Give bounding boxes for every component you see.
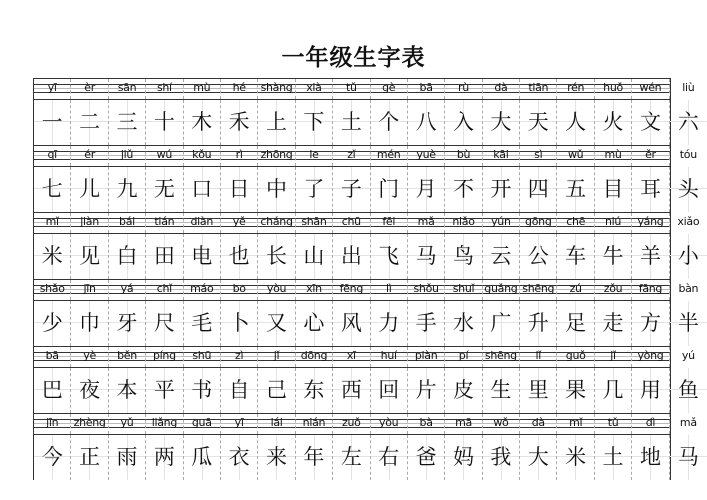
- pinyin-cell: zhōng: [258, 146, 295, 166]
- pinyin-cell: jīn: [34, 414, 71, 434]
- pinyin-cell: shēng: [483, 347, 520, 367]
- hanzi-cell: 门: [371, 167, 408, 212]
- pinyin-cell: gè: [371, 79, 408, 99]
- hanzi-cell: 尺: [146, 301, 183, 346]
- hanzi-cell: 两: [146, 435, 183, 480]
- hanzi-row: [34, 100, 699, 145]
- pinyin-cell: fēi: [371, 213, 408, 233]
- hanzi-cell: 风: [333, 301, 370, 346]
- pinyin-cell: wú: [146, 146, 183, 166]
- pinyin-cell: yī: [34, 79, 71, 99]
- pinyin-cell: ér: [71, 146, 108, 166]
- hanzi-cell: 长: [258, 234, 295, 279]
- hanzi-cell: 爸: [408, 435, 445, 480]
- pinyin-cell: huí: [371, 347, 408, 367]
- pinyin-cell: kāi: [483, 146, 520, 166]
- pinyin-cell: mǐ: [557, 414, 594, 434]
- hanzi-cell: 儿: [71, 167, 108, 212]
- hanzi-cell: 皮: [445, 368, 482, 413]
- pinyin-cell: yá: [109, 280, 146, 300]
- hanzi-cell: 手: [408, 301, 445, 346]
- pinyin-cell: sì: [520, 146, 557, 166]
- hanzi-cell: 无: [146, 167, 183, 212]
- hanzi-cell: 入: [445, 100, 482, 145]
- pinyin-cell: zǒu: [595, 280, 632, 300]
- pinyin-cell: yè: [71, 347, 108, 367]
- hanzi-cell: 右: [371, 435, 408, 480]
- pinyin-cell: zǐ: [333, 146, 370, 166]
- pinyin-cell: wǒ: [483, 414, 520, 434]
- pinyin-cell: kǒu: [184, 146, 221, 166]
- hanzi-cell: 日: [221, 167, 258, 212]
- pinyin-cell: wén: [632, 79, 669, 99]
- pinyin-cell: yuè: [408, 146, 445, 166]
- pinyin-cell: yún: [483, 213, 520, 233]
- hanzi-cell: 果: [557, 368, 594, 413]
- pinyin-cell: shǒu: [408, 280, 445, 300]
- hanzi-cell: 妈: [445, 435, 482, 480]
- pinyin-cell: yě: [221, 213, 258, 233]
- hanzi-cell: 米: [557, 435, 594, 480]
- hanzi-cell: 开: [483, 167, 520, 212]
- character-table: [33, 78, 700, 480]
- pinyin-cell: yòng: [632, 347, 669, 367]
- hanzi-cell: 人: [557, 100, 594, 145]
- hanzi-cell: 目: [595, 167, 632, 212]
- hanzi-cell: 书: [184, 368, 221, 413]
- hanzi-cell: 来: [258, 435, 295, 480]
- pinyin-cell: tián: [146, 213, 183, 233]
- pinyin-cell: dì: [632, 414, 669, 434]
- pinyin-row: [34, 212, 700, 234]
- hanzi-cell: 马: [408, 234, 445, 279]
- pinyin-cell: yòu: [371, 414, 408, 434]
- pinyin-cell: píng: [146, 347, 183, 367]
- hanzi-cell: 我: [483, 435, 520, 480]
- pinyin-cell: dà: [520, 414, 557, 434]
- pinyin-cell: xī: [333, 347, 370, 367]
- pinyin-cell: bā: [34, 347, 71, 367]
- hanzi-cell: 上: [258, 100, 295, 145]
- pinyin-cell: bo: [221, 280, 258, 300]
- hanzi-cell: 公: [520, 234, 557, 279]
- hanzi-cell: 走: [595, 301, 632, 346]
- pinyin-row: [34, 78, 695, 100]
- hanzi-cell: 几: [595, 368, 632, 413]
- pinyin-cell: ěr: [632, 146, 669, 166]
- pinyin-cell: cháng: [258, 213, 295, 233]
- pinyin-cell: bā: [408, 79, 445, 99]
- hanzi-cell: 米: [34, 234, 71, 279]
- hanzi-cell: 衣: [221, 435, 258, 480]
- pinyin-cell: rù: [445, 79, 482, 99]
- hanzi-cell: 九: [109, 167, 146, 212]
- hanzi-cell: 生: [483, 368, 520, 413]
- hanzi-cell: 羊: [632, 234, 669, 279]
- hanzi-cell: 少: [34, 301, 71, 346]
- pinyin-cell: fēng: [333, 280, 370, 300]
- hanzi-cell: 片: [408, 368, 445, 413]
- hanzi-cell: 用: [632, 368, 669, 413]
- hanzi-cell: 大: [483, 100, 520, 145]
- hanzi-cell: 里: [520, 368, 557, 413]
- hanzi-cell: 六: [670, 100, 707, 145]
- pinyin-cell: guā: [184, 414, 221, 434]
- pinyin-cell: huǒ: [595, 79, 632, 99]
- hanzi-cell: 四: [520, 167, 557, 212]
- hanzi-cell: 子: [333, 167, 370, 212]
- pinyin-row: [34, 346, 695, 368]
- hanzi-cell: 三: [109, 100, 146, 145]
- hanzi-cell: 夜: [71, 368, 108, 413]
- hanzi-cell: 雨: [109, 435, 146, 480]
- pinyin-cell: shǎo: [34, 280, 71, 300]
- pinyin-cell: yī: [221, 414, 258, 434]
- pinyin-cell: shuǐ: [445, 280, 482, 300]
- pinyin-cell: gōng: [520, 213, 557, 233]
- pinyin-cell: bái: [109, 213, 146, 233]
- pinyin-cell: yǔ: [109, 414, 146, 434]
- hanzi-cell: 山: [296, 234, 333, 279]
- pinyin-row: [34, 145, 697, 167]
- hanzi-cell: 一: [34, 100, 71, 145]
- pinyin-cell: dōng: [296, 347, 333, 367]
- hanzi-cell: 巴: [34, 368, 71, 413]
- pinyin-row: [34, 279, 699, 301]
- hanzi-cell: 中: [258, 167, 295, 212]
- pinyin-cell: shí: [146, 79, 183, 99]
- hanzi-cell: 今: [34, 435, 71, 480]
- hanzi-cell: 瓜: [184, 435, 221, 480]
- pinyin-cell: mā: [445, 414, 482, 434]
- hanzi-cell: 毛: [184, 301, 221, 346]
- hanzi-row: [34, 368, 699, 413]
- hanzi-cell: 口: [184, 167, 221, 212]
- pinyin-cell: yú: [681, 349, 695, 362]
- hanzi-cell: 七: [34, 167, 71, 212]
- page-title: 一年级生字表: [281, 45, 426, 71]
- pinyin-cell: jīn: [71, 280, 108, 300]
- hanzi-row: [34, 301, 699, 346]
- hanzi-cell: 年: [296, 435, 333, 480]
- pinyin-cell: lái: [258, 414, 295, 434]
- hanzi-cell: 天: [520, 100, 557, 145]
- hanzi-cell: 土: [595, 435, 632, 480]
- hanzi-cell: 左: [333, 435, 370, 480]
- hanzi-cell: 水: [445, 301, 482, 346]
- pinyin-cell: mǎ: [408, 213, 445, 233]
- pinyin-cell: liǎng: [146, 414, 183, 434]
- pinyin-cell: hé: [221, 79, 258, 99]
- pinyin-cell: jǐ: [595, 347, 632, 367]
- pinyin-cell: guǎng: [483, 280, 520, 300]
- hanzi-cell: 马: [670, 435, 707, 480]
- pinyin-cell: jiǔ: [109, 146, 146, 166]
- hanzi-row: [34, 167, 699, 212]
- hanzi-cell: 十: [146, 100, 183, 145]
- pinyin-row: [34, 413, 697, 435]
- hanzi-cell: 文: [632, 100, 669, 145]
- hanzi-cell: 田: [146, 234, 183, 279]
- hanzi-cell: 力: [371, 301, 408, 346]
- hanzi-cell: 牙: [109, 301, 146, 346]
- pinyin-cell: jiàn: [71, 213, 108, 233]
- pinyin-cell: jǐ: [258, 347, 295, 367]
- hanzi-cell: 地: [632, 435, 669, 480]
- pinyin-cell: lì: [371, 280, 408, 300]
- pinyin-cell: shān: [296, 213, 333, 233]
- pinyin-cell: pí: [445, 347, 482, 367]
- pinyin-cell: tǔ: [333, 79, 370, 99]
- hanzi-cell: 车: [557, 234, 594, 279]
- pinyin-cell: yáng: [632, 213, 669, 233]
- hanzi-cell: 鸟: [445, 234, 482, 279]
- hanzi-cell: 鱼: [670, 368, 707, 413]
- pinyin-cell: chǐ: [146, 280, 183, 300]
- hanzi-cell: 又: [258, 301, 295, 346]
- pinyin-cell: mù: [184, 79, 221, 99]
- hanzi-cell: 回: [371, 368, 408, 413]
- hanzi-cell: 土: [333, 100, 370, 145]
- hanzi-cell: 出: [333, 234, 370, 279]
- hanzi-cell: 卜: [221, 301, 258, 346]
- pinyin-cell: zì: [221, 347, 258, 367]
- pinyin-cell: shàng: [258, 79, 295, 99]
- pinyin-cell: xīn: [296, 280, 333, 300]
- pinyin-cell: qī: [34, 146, 71, 166]
- pinyin-cell: zhèng: [71, 414, 108, 434]
- hanzi-cell: 电: [184, 234, 221, 279]
- pinyin-cell: èr: [71, 79, 108, 99]
- hanzi-cell: 小: [670, 234, 707, 279]
- pinyin-cell: fāng: [632, 280, 669, 300]
- hanzi-cell: 头: [670, 167, 707, 212]
- hanzi-cell: 木: [184, 100, 221, 145]
- hanzi-cell: 耳: [632, 167, 669, 212]
- pinyin-cell: liù: [682, 81, 695, 94]
- pinyin-cell: dà: [483, 79, 520, 99]
- pinyin-cell: diàn: [184, 213, 221, 233]
- hanzi-cell: 正: [71, 435, 108, 480]
- pinyin-cell: le: [296, 146, 333, 166]
- pinyin-cell: yòu: [258, 280, 295, 300]
- pinyin-cell: sān: [109, 79, 146, 99]
- hanzi-cell: 自: [221, 368, 258, 413]
- pinyin-cell: xià: [296, 79, 333, 99]
- pinyin-cell: běn: [109, 347, 146, 367]
- hanzi-cell: 半: [670, 301, 707, 346]
- hanzi-cell: 了: [296, 167, 333, 212]
- pinyin-cell: rén: [557, 79, 594, 99]
- pinyin-cell: bà: [408, 414, 445, 434]
- pinyin-cell: tiān: [520, 79, 557, 99]
- pinyin-cell: piàn: [408, 347, 445, 367]
- hanzi-cell: 月: [408, 167, 445, 212]
- pinyin-cell: shū: [184, 347, 221, 367]
- pinyin-cell: zú: [557, 280, 594, 300]
- hanzi-cell: 广: [483, 301, 520, 346]
- pinyin-cell: rì: [221, 146, 258, 166]
- pinyin-cell: niǎo: [445, 213, 482, 233]
- pinyin-cell: bù: [445, 146, 482, 166]
- hanzi-cell: 己: [258, 368, 295, 413]
- pinyin-cell: zuǒ: [333, 414, 370, 434]
- hanzi-cell: 平: [146, 368, 183, 413]
- hanzi-row: [34, 234, 699, 279]
- hanzi-cell: 也: [221, 234, 258, 279]
- pinyin-cell: chē: [557, 213, 594, 233]
- hanzi-cell: 西: [333, 368, 370, 413]
- hanzi-cell: 云: [483, 234, 520, 279]
- pinyin-cell: wǔ: [557, 146, 594, 166]
- hanzi-cell: 本: [109, 368, 146, 413]
- hanzi-cell: 方: [632, 301, 669, 346]
- hanzi-cell: 五: [557, 167, 594, 212]
- pinyin-cell: lǐ: [520, 347, 557, 367]
- hanzi-cell: 巾: [71, 301, 108, 346]
- hanzi-cell: 下: [296, 100, 333, 145]
- pinyin-cell: niú: [595, 213, 632, 233]
- hanzi-cell: 大: [520, 435, 557, 480]
- pinyin-cell: tǔ: [595, 414, 632, 434]
- hanzi-cell: 心: [296, 301, 333, 346]
- pinyin-cell: máo: [184, 280, 221, 300]
- pinyin-cell: tóu: [679, 148, 697, 161]
- pinyin-cell: shēng: [520, 280, 557, 300]
- pinyin-cell: guǒ: [557, 347, 594, 367]
- pinyin-cell: mǎ: [679, 416, 697, 429]
- pinyin-cell: chū: [333, 213, 370, 233]
- hanzi-cell: 火: [595, 100, 632, 145]
- hanzi-cell: 牛: [595, 234, 632, 279]
- hanzi-row: [34, 435, 699, 480]
- pinyin-cell: mù: [595, 146, 632, 166]
- pinyin-cell: mén: [371, 146, 408, 166]
- hanzi-cell: 禾: [221, 100, 258, 145]
- hanzi-cell: 二: [71, 100, 108, 145]
- hanzi-cell: 白: [109, 234, 146, 279]
- hanzi-cell: 八: [408, 100, 445, 145]
- pinyin-cell: nián: [296, 414, 333, 434]
- hanzi-cell: 飞: [371, 234, 408, 279]
- hanzi-cell: 见: [71, 234, 108, 279]
- hanzi-cell: 升: [520, 301, 557, 346]
- hanzi-cell: 东: [296, 368, 333, 413]
- hanzi-cell: 不: [445, 167, 482, 212]
- pinyin-cell: xiǎo: [677, 215, 700, 228]
- pinyin-cell: mǐ: [34, 213, 71, 233]
- hanzi-cell: 个: [371, 100, 408, 145]
- hanzi-cell: 足: [557, 301, 594, 346]
- pinyin-cell: bàn: [678, 282, 699, 295]
